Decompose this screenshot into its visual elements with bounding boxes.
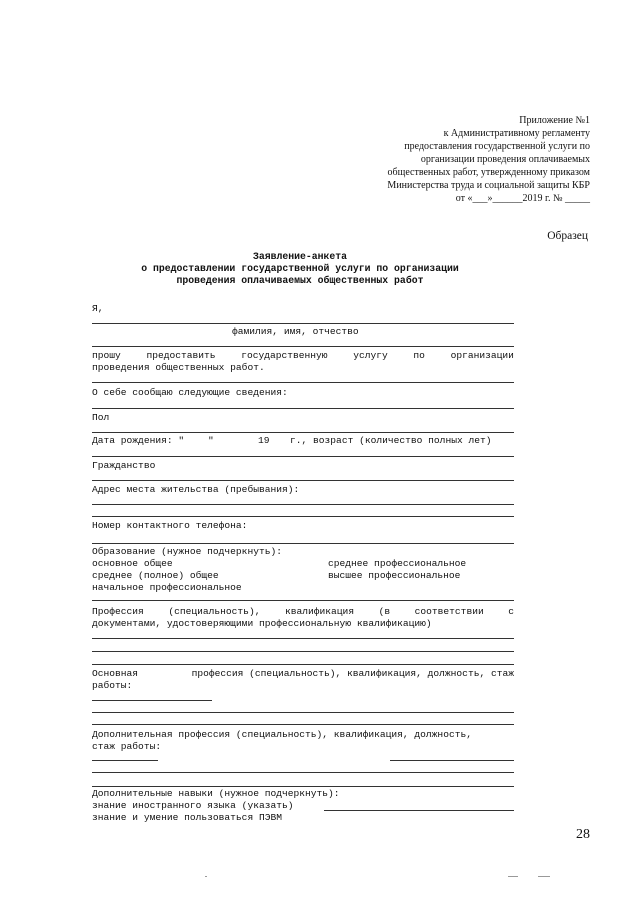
birth-quote: " — [208, 435, 214, 446]
page-number: 28 — [576, 827, 590, 842]
word: по — [413, 350, 425, 361]
age-label: г., возраст (количество полных лет) — [290, 435, 492, 446]
fio-field[interactable] — [92, 323, 514, 324]
appendix-line: общественных работ, утвержденному приказом — [387, 167, 590, 178]
edu-option-secondary-prof[interactable]: среднее профессиональное — [328, 558, 467, 569]
word: государственную — [241, 350, 328, 361]
word: профессия (специальность), квалификация, должность, стаж — [191, 668, 514, 679]
divider-line — [92, 382, 514, 383]
request-line-2: проведения общественных работ. — [92, 362, 265, 373]
about-field[interactable] — [92, 408, 514, 409]
main-prof-field-1[interactable] — [92, 700, 212, 701]
word: (в — [378, 606, 391, 617]
education-divider — [92, 600, 514, 601]
word: предоставить — [146, 350, 216, 361]
main-prof-field-2[interactable] — [92, 712, 514, 713]
profession-line-2: документами, удостоверяющими профессиональную квалификацию) — [92, 618, 432, 629]
add-prof-divider — [92, 786, 514, 787]
appendix-line: к Административному регламенту — [443, 128, 590, 139]
sex-field[interactable] — [92, 432, 514, 433]
phone-label: Номер контактного телефона: — [92, 520, 248, 531]
edu-option-basic[interactable]: основное общее — [92, 558, 173, 569]
fio-caption: фамилия, имя, отчество — [232, 326, 359, 337]
about-label: О себе сообщаю следующие сведения: — [92, 387, 288, 398]
word: Дополнительная профессия (специальность), квалификация, должность, — [92, 729, 472, 740]
appendix-line: организации проведения оплачиваемых — [420, 154, 590, 165]
birth-century: 19 — [258, 435, 270, 446]
birth-field[interactable] — [92, 456, 514, 457]
word: прошу — [92, 350, 121, 361]
scan-artifact — [538, 876, 550, 877]
word: услугу — [353, 350, 388, 361]
appendix-header — [350, 114, 590, 205]
sex-label: Пол — [92, 412, 110, 423]
title-line-3: проведения оплачиваемых общественных работ — [176, 275, 424, 286]
main-prof-divider — [92, 724, 514, 725]
citizenship-field[interactable] — [92, 480, 514, 481]
word: (специальность), — [168, 606, 261, 617]
add-prof-text — [92, 729, 514, 741]
profession-text — [92, 606, 514, 618]
address-field-1[interactable] — [92, 504, 514, 505]
title-line-2: о предоставлении государственной услуги по организации — [141, 263, 459, 274]
title-line-1: Заявление-анкета — [252, 251, 348, 262]
scan-artifact — [205, 876, 207, 877]
word: организации — [450, 350, 514, 361]
skills-lang-label: знание иностранного языка (указать) — [92, 800, 294, 811]
form-title — [80, 251, 520, 287]
skills-header: Дополнительные навыки (нужное подчеркнуть): — [92, 788, 340, 799]
main-prof-line-2: работы: — [92, 680, 133, 691]
edu-option-secondary[interactable]: среднее (полное) общее — [92, 570, 219, 581]
add-prof-line-2: стаж работы: — [92, 741, 162, 752]
skills-pc-option[interactable]: знание и умение пользоваться ПЭВМ — [92, 812, 282, 823]
word: Профессия — [92, 606, 144, 617]
word: соответствии — [414, 606, 484, 617]
citizenship-label: Гражданство — [92, 460, 156, 471]
request-field-line[interactable] — [92, 346, 514, 347]
add-prof-field-1a[interactable] — [92, 760, 158, 761]
profession-field-2[interactable] — [92, 651, 514, 652]
add-prof-field-2[interactable] — [92, 772, 514, 773]
edu-option-primary-prof[interactable]: начальное профессиональное — [92, 582, 242, 593]
appendix-line: предоставления государственной услуги по — [404, 141, 590, 152]
address-label: Адрес места жительства (пребывания): — [92, 484, 300, 495]
main-prof-text — [92, 668, 514, 680]
appendix-line: Приложение №1 — [519, 115, 590, 126]
add-prof-field-1b[interactable] — [390, 760, 514, 761]
birth-label: Дата рождения: " — [92, 435, 185, 446]
appendix-line: Министерства труда и социальной защиты КБР — [387, 180, 590, 191]
ya-label: Я, — [92, 303, 104, 314]
request-text — [92, 350, 514, 362]
scan-artifact — [508, 876, 518, 877]
address-field-2[interactable] — [92, 516, 514, 517]
education-header: Образование (нужное подчеркнуть): — [92, 546, 282, 557]
profession-field-1[interactable] — [92, 638, 514, 639]
phone-field[interactable] — [92, 543, 514, 544]
word: Основная — [92, 668, 139, 679]
appendix-line: от «___»______2019 г. № _____ — [455, 193, 590, 204]
word: квалификация — [284, 606, 355, 617]
word: с — [508, 606, 514, 617]
profession-divider — [92, 664, 514, 665]
sample-label: Образец — [547, 230, 588, 242]
skills-lang-field[interactable] — [324, 810, 514, 811]
edu-option-higher-prof[interactable]: высшее профессиональное — [328, 570, 461, 581]
